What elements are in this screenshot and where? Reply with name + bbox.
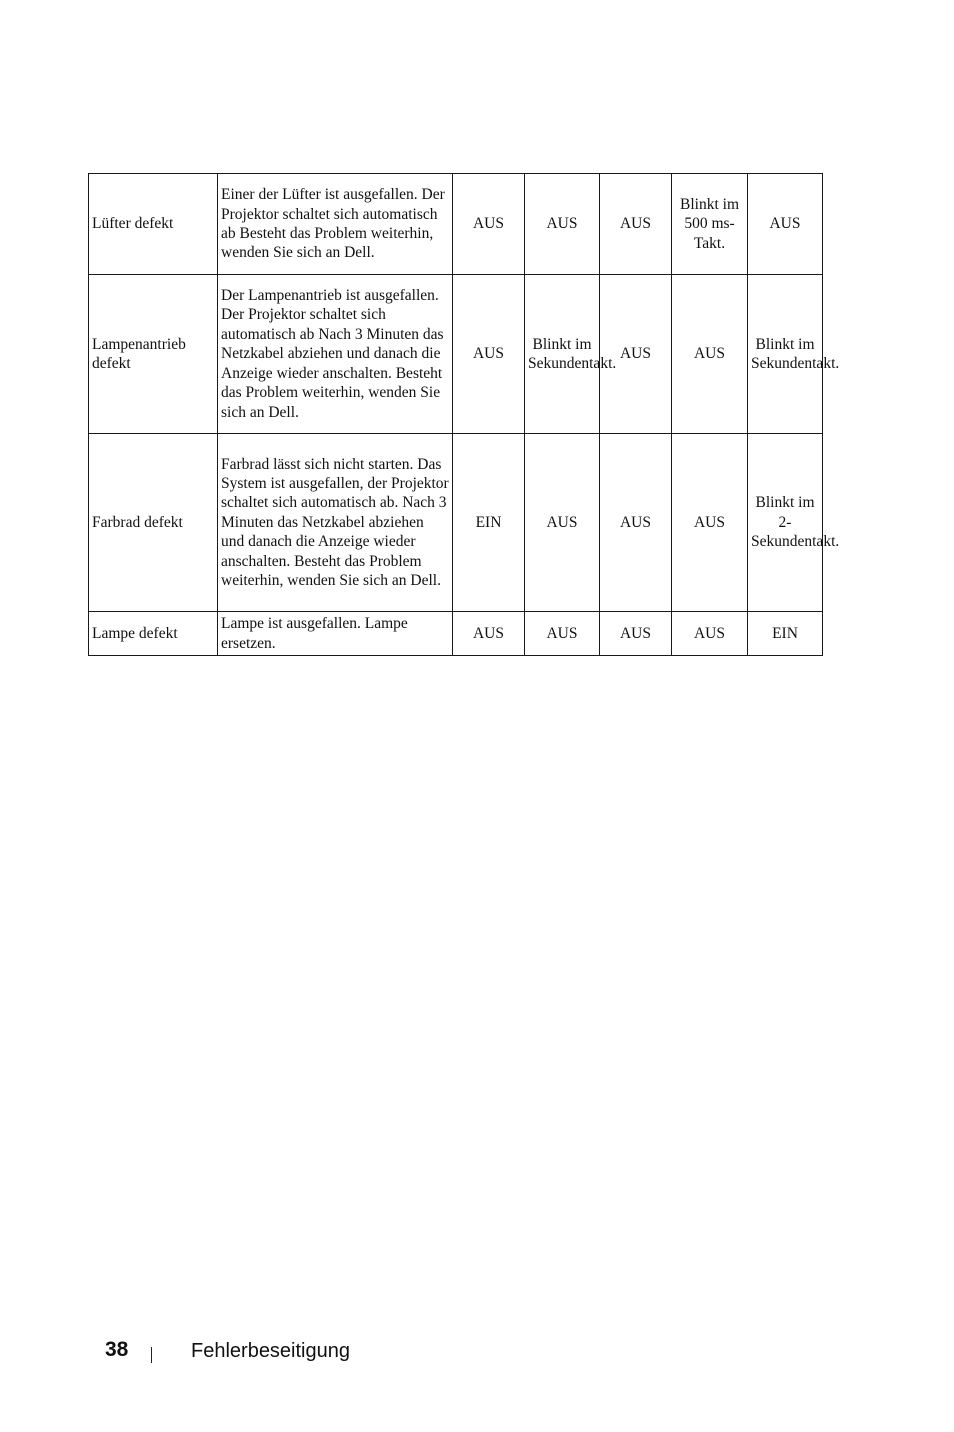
status-value: Blinkt im Sekundentakt. xyxy=(525,275,600,434)
status-value: AUS xyxy=(600,275,672,434)
status-value: AUS xyxy=(453,174,525,275)
status-value: Blinkt im 2-Sekundentakt. xyxy=(748,434,823,612)
page-number: 38 xyxy=(105,1338,129,1361)
status-table xyxy=(88,173,840,656)
status-value: Blinkt im Sekundentakt. xyxy=(748,275,823,434)
status-value: AUS xyxy=(600,612,672,656)
problem-name: Lampe defekt xyxy=(89,612,218,656)
status-value: Blinkt im 500 ms-Takt. xyxy=(672,174,748,275)
section-title: Fehlerbeseitigung xyxy=(191,1340,350,1362)
problem-name: Lüfter defekt xyxy=(89,174,218,275)
problem-name: Farbrad defekt xyxy=(89,434,218,612)
footer-divider xyxy=(151,1347,152,1363)
problem-name: Lampenantrieb defekt xyxy=(89,275,218,434)
status-value: AUS xyxy=(600,434,672,612)
status-value: AUS xyxy=(525,612,600,656)
status-value: EIN xyxy=(453,434,525,612)
status-value: AUS xyxy=(453,275,525,434)
status-value: AUS xyxy=(453,612,525,656)
status-value: EIN xyxy=(748,612,823,656)
table-row xyxy=(89,275,823,434)
problem-description: Einer der Lüfter ist ausgefallen. Der Projektor schaltet sich automatisch ab Besteht das Problem weiterhin, wenden Sie sich an Dell. xyxy=(218,174,453,275)
table-row xyxy=(89,174,823,275)
status-value: AUS xyxy=(525,434,600,612)
status-value: AUS xyxy=(672,612,748,656)
table-row xyxy=(89,612,823,656)
status-value: AUS xyxy=(748,174,823,275)
status-value: AUS xyxy=(672,434,748,612)
problem-description: Farbrad lässt sich nicht starten. Das System ist ausgefallen, der Projektor schaltet sich automatisch ab. Nach 3 Minuten das Netzkabel abziehen und danach die Anzeige wieder anschalten. Besteht das Problem weiterhin, wenden Sie sich an Dell. xyxy=(218,434,453,612)
problem-description: Lampe ist ausgefallen. Lampe ersetzen. xyxy=(218,612,453,656)
status-value: AUS xyxy=(525,174,600,275)
status-value: AUS xyxy=(600,174,672,275)
table-row xyxy=(89,434,823,612)
status-value: AUS xyxy=(672,275,748,434)
problem-description: Der Lampenantrieb ist ausgefallen. Der Projektor schaltet sich automatisch ab Nach 3 Minuten das Netzkabel abziehen und danach die Anzeige wieder anschalten. Besteht das Problem weiterhin, wenden Sie sich an Dell. xyxy=(218,275,453,434)
